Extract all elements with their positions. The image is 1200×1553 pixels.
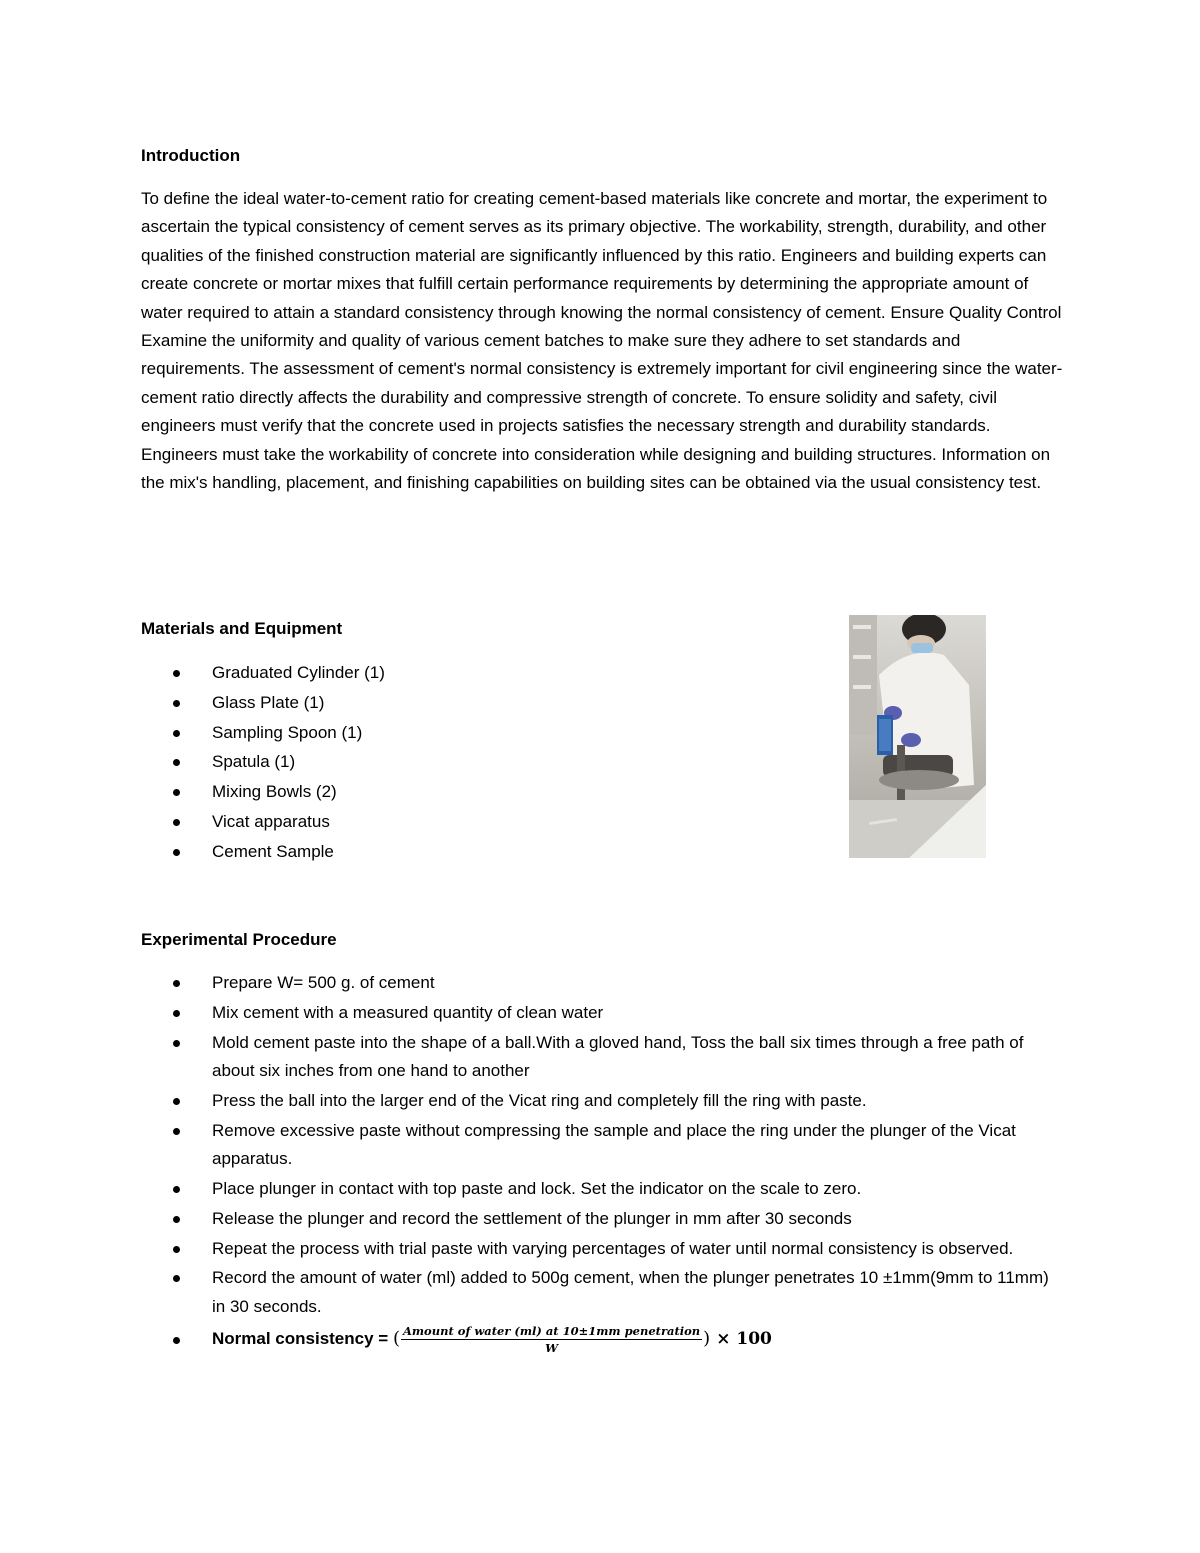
bullet-icon: [173, 1098, 180, 1105]
list-item: Prepare W= 500 g. of cement: [141, 969, 1066, 998]
procedure-list: [141, 969, 1066, 1356]
bullet-icon: [173, 1040, 180, 1047]
formula-multiplier: × 100: [716, 1328, 772, 1349]
formula-fraction: [401, 1324, 702, 1355]
introduction-paragraph: To define the ideal water-to-cement ratio for creating cement-based materials like concrete and mortar, the experiment to ascertain the typical consistency of cement serves as its primary objective. The workability, strength, durability, and other qualities of the finished construction material are significantly influenced by this ratio. Engineers and building experts can create concrete or mortar mixes that fulfill certain performance requirements by determining the appropriate amount of water required to attain a standard consistency through knowing the normal consistency of cement. Ensure Quality Control Examine the uniformity and quality of various cement batches to make sure they adhere to set standards and requirements. The assessment of cement's normal consistency is extremely important for civil engineering since the water-cement ratio directly affects the durability and compressive strength of concrete. To ensure solidity and safety, civil engineers must verify that the concrete used in projects satisfies the necessary strength and durability standards. Engineers must take the workability of concrete into consideration while designing and building structures. Information on the mix's handling, placement, and finishing capabilities on building sites can be obtained via the usual consistency test.: [141, 189, 1063, 493]
list-item: Sampling Spoon (1): [141, 719, 821, 748]
bullet-icon: [173, 759, 180, 766]
list-item: Vicat apparatus: [141, 808, 821, 837]
formula-denominator: W: [545, 1340, 559, 1355]
bullet-icon: [173, 849, 180, 856]
list-item: Glass Plate (1): [141, 689, 821, 718]
formula-close-paren: ): [703, 1327, 711, 1349]
bullet-icon: [173, 700, 180, 707]
bullet-icon: [173, 1216, 180, 1223]
formula-open-paren: (: [392, 1327, 400, 1349]
introduction-heading: Introduction: [141, 146, 241, 165]
list-item: Mixing Bowls (2): [141, 778, 821, 807]
lab-photo-illustration: [849, 615, 986, 858]
materials-list: [141, 659, 821, 867]
normal-consistency-formula: [212, 1324, 1066, 1355]
lab-photo: [849, 615, 986, 858]
list-item: Release the plunger and record the settlement of the plunger in mm after 30 seconds: [141, 1205, 1066, 1234]
list-item: Graduated Cylinder (1): [141, 659, 821, 688]
list-item: Repeat the process with trial paste with varying percentages of water until normal consistency is observed.: [141, 1235, 1066, 1264]
list-item: Press the ball into the larger end of the Vicat ring and completely fill the ring with paste.: [141, 1087, 1066, 1116]
bullet-icon: [173, 1337, 180, 1344]
bullet-icon: [173, 1010, 180, 1017]
bullet-icon: [173, 1246, 180, 1253]
materials-heading: Materials and Equipment: [141, 619, 343, 638]
list-item: Spatula (1): [141, 748, 821, 777]
bullet-icon: [173, 1186, 180, 1193]
bullet-icon: [173, 789, 180, 796]
procedure-heading: Experimental Procedure: [141, 930, 337, 949]
bullet-icon: [173, 730, 180, 737]
list-item: Record the amount of water (ml) added to 500g cement, when the plunger penetrates 10 ±1mm(9mm to 11mm) in 30 seconds.: [141, 1264, 1066, 1321]
formula-item: [141, 1324, 1066, 1355]
list-item: Place plunger in contact with top paste and lock. Set the indicator on the scale to zero.: [141, 1175, 1066, 1204]
list-item: Mix cement with a measured quantity of clean water: [141, 999, 1066, 1028]
list-item: Cement Sample: [141, 838, 821, 867]
list-item: Mold cement paste into the shape of a ball.With a gloved hand, Toss the ball six times through a free path of about six inches from one hand to another: [141, 1029, 1066, 1086]
bullet-icon: [173, 1128, 180, 1135]
formula-label: Normal consistency =: [212, 1328, 393, 1348]
list-item: Remove excessive paste without compressing the sample and place the ring under the plunger of the Vicat apparatus.: [141, 1117, 1066, 1174]
bullet-icon: [173, 1275, 180, 1282]
bullet-icon: [173, 980, 180, 987]
bullet-icon: [173, 819, 180, 826]
formula-numerator: Amount of water (ml) at 10±1mm penetration: [402, 1323, 701, 1338]
bullet-icon: [173, 670, 180, 677]
